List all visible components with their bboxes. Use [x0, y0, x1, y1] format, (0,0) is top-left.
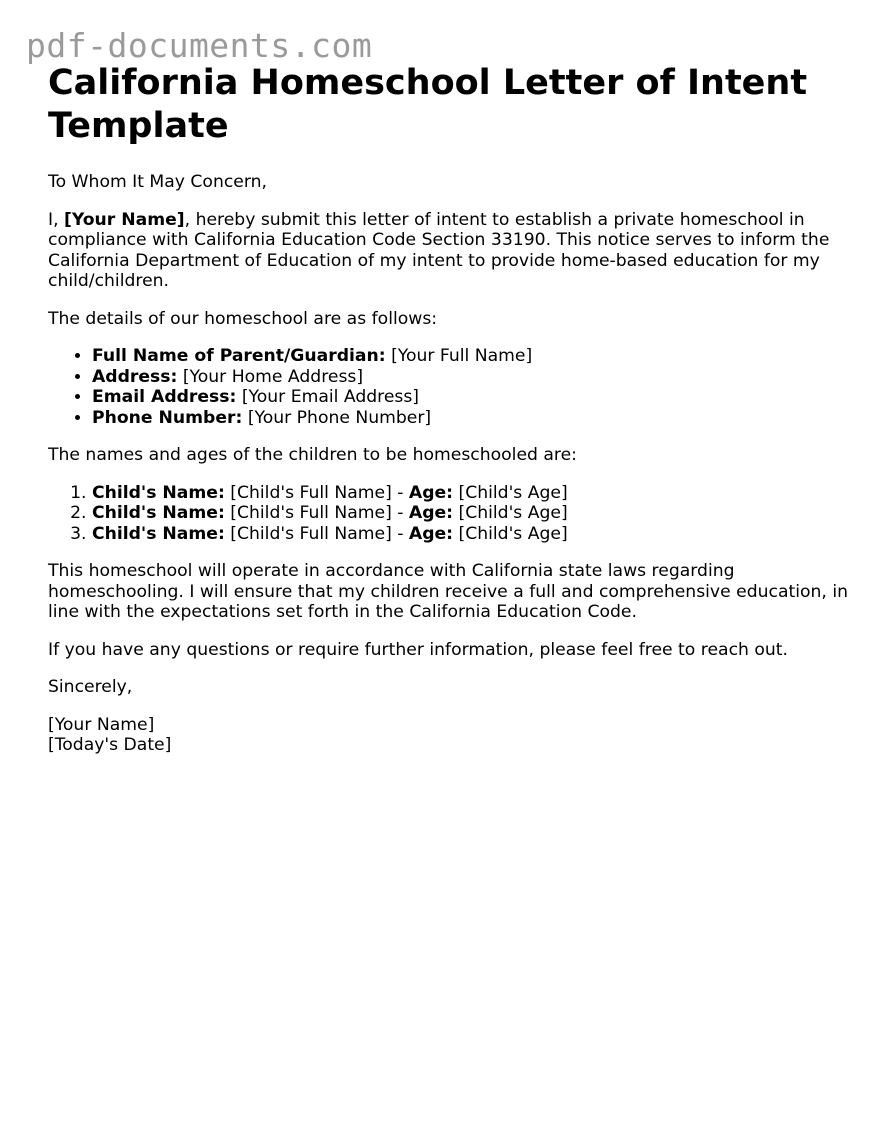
signature-date: [Today's Date] [48, 735, 172, 755]
intro-prefix: I, [48, 209, 64, 230]
intro-paragraph [48, 210, 848, 292]
intro-text: , hereby submit this letter of intent to establish a private homeschool in compliance with California Education Code Section 33190. This notice serves to inform the California Department of Education of my intent to provide home-based education for my child/children. [48, 209, 830, 291]
details-label: Full Name of Parent/Guardian: [92, 346, 386, 366]
child-name-value: [Child's Full Name] - [224, 523, 409, 544]
details-value: [Your Email Address] [236, 387, 420, 407]
details-label: Phone Number: [92, 407, 243, 428]
child-name-label: Child's Name: [92, 523, 225, 544]
intro-name-placeholder: [Your Name] [64, 209, 185, 230]
details-value: [Your Full Name] [385, 346, 533, 366]
document-page [48, 62, 848, 756]
watermark-text: pdf-documents.com [26, 26, 373, 65]
details-list [48, 346, 848, 428]
signature-block [48, 715, 848, 756]
signature-name: [Your Name] [48, 714, 155, 735]
child-item [92, 483, 848, 504]
child-name-label: Child's Name: [92, 503, 225, 523]
details-label: Address: [92, 366, 178, 387]
document-title: California Homeschool Letter of Intent Template [48, 63, 808, 146]
greeting: To Whom It May Concern, [48, 172, 267, 192]
child-age-label: Age: [408, 503, 454, 523]
child-name-value: [Child's Full Name] - [224, 482, 409, 503]
details-item-email [92, 387, 848, 408]
details-item-phone [92, 408, 848, 429]
details-value: [Your Phone Number] [242, 407, 432, 428]
child-item [92, 503, 848, 524]
details-label: Email Address: [92, 387, 237, 407]
child-age-value: [Child's Age] [453, 523, 568, 544]
child-item [92, 524, 848, 545]
signoff: Sincerely, [48, 677, 133, 697]
details-intro: The details of our homeschool are as follows: [48, 308, 438, 329]
document-body [48, 172, 848, 756]
child-age-value: [Child's Age] [453, 503, 568, 523]
child-age-value: [Child's Age] [453, 482, 568, 503]
details-item-parent-name [92, 346, 848, 367]
child-name-label: Child's Name: [92, 482, 225, 503]
details-item-address [92, 367, 848, 388]
child-name-value: [Child's Full Name] - [224, 503, 409, 523]
details-value: [Your Home Address] [177, 366, 364, 387]
children-list [48, 483, 848, 545]
child-age-label: Age: [408, 523, 454, 544]
child-age-label: Age: [408, 482, 454, 503]
children-intro: The names and ages of the children to be homeschooled are: [48, 445, 577, 465]
compliance-paragraph: This homeschool will operate in accordance with California state laws regarding homeschooling. I will ensure that my children receive a full and comprehensive education, in line with the expectations set forth in the California Education Code. [48, 561, 849, 622]
closing-note: If you have any questions or require further information, please feel free to reach out. [48, 639, 788, 660]
